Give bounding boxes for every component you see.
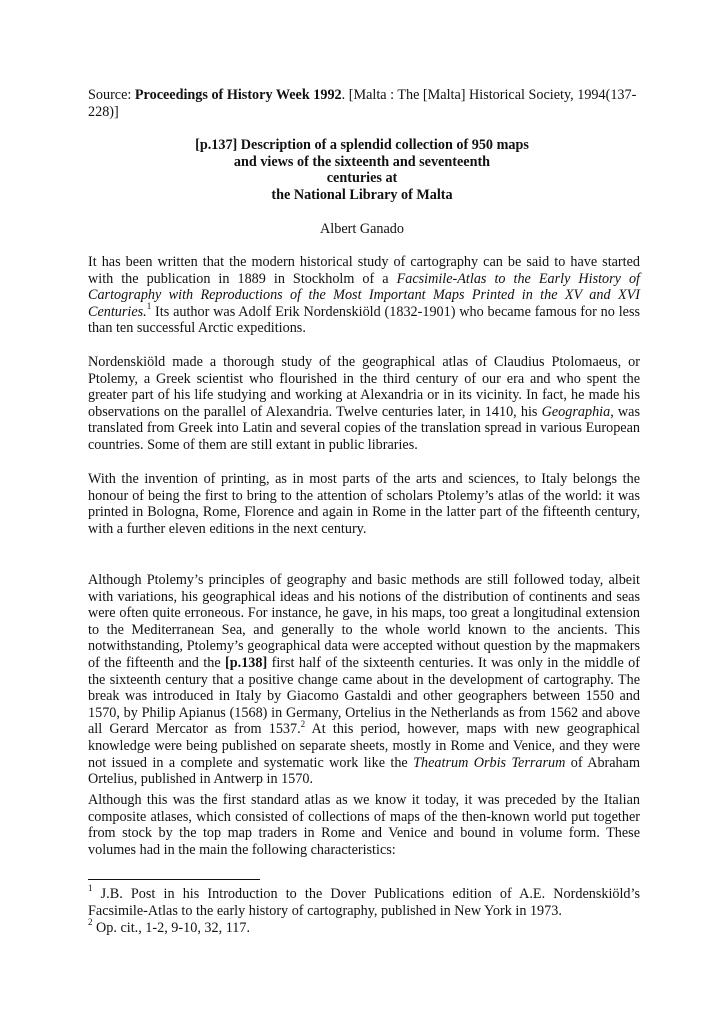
title-line: centuries at [326,170,398,187]
footnote-number: 1 [88,883,93,894]
footnote-ref: 1 [146,301,152,312]
article-title [88,137,636,203]
footnote-ref: 2 [300,718,306,729]
title-line: the National Library of Malta [271,186,453,203]
footnote-2: $^2$ Op. cit., 1-2, 9-10, 32, 117. [88,917,250,936]
source-citation [88,87,644,120]
source-prefix: Source: [88,87,135,103]
paragraph-1: It has been written that the modern historical study of cartography can be said to have started with the publication in 1889 in Stockholm of a Facsimile-Atlas to the Early History of Cartography with Reproductions of the Most Important Maps Printed in the XV and XVI Centuries.$^1$ Its author was Adolf Erik Nordenskiöld (1832-1901) who became famous for no less than ten successful Arctic expeditions. [88,254,640,337]
paragraph-2: Nordenskiöld made a thorough study of the geographical atlas of Claudius Ptolomaeus, or Ptolemy, a Greek scientist who flourished in the third century of our era and who spent the greater part of his life studying and working at Alexandria or in its vicinity. In fact, he made his observations on the parallel of Alexandria. Twelve centuries later, in 1410, his Geographia, was translated from Greek into Latin and several copies of the translation spread in various European countries. Some of them are still extant in public libraries. [88,354,640,453]
title-line: [p.137] Description of a splendid collection of 950 maps [195,137,529,153]
source-suffix: . [Malta : The [Malta] Historical Society, 1994(137-228)] [88,87,637,120]
footnote-number: 2 [88,917,93,928]
paragraph-4: Although Ptolemy’s principles of geography and basic methods are still followed today, albeit with variations, his geographical ideas and his notions of the distribution of continents and seas were often quite erroneous. For instance, he gave, in his maps, too great a longitudinal extension to the Mediterranean Sea, and generally to the whole world known to the ancients. This notwithstanding, Ptolemy’s geographical data were accepted without question by the mapmakers of the fifteenth and the [p.138] first half of the sixteenth centuries. It was only in the middle of the sixteenth century that a positive change came about in the development of cartography. The break was introduced in Italy by Giacomo Gastaldi and other geographers between 1550 and 1570, by Philip Apianus (1568) in Germany, Ortelius in the Netherlands as from 1562 and above all Gerard Mercator as from 1537.$^2$ At this period, however, maps with new geographical knowledge were being published on separate sheets, mostly in Rome and Venice, and they were not issued in a complete and systematic work like the Theatrum Orbis Terrarum of Abraham Ortelius, published in Antwerp in 1570. [88,572,640,788]
title-line: and views of the sixteenth and seventeenth [233,153,491,170]
footnote-1: $^1$ J.B. Post in his Introduction to the Dover Publications edition of A.E. Nordenskiöld’s Facsimile-Atlas to the early history of cartography, published in New York in 1973. [88,883,640,919]
source-title: Proceedings of History Week 1992 [134,87,342,103]
author-name: Albert Ganado [320,221,404,237]
paragraph-5: Although this was the first standard atlas as we know it today, it was preceded by the Italian composite atlases, which consisted of collections of maps of the then-known world put together from stock by the top map traders in Rome and Venice and bound in volume form. These volumes had in the main the following characteristics: [88,792,640,858]
footnote-divider [88,879,260,880]
paragraph-3: With the invention of printing, as in most parts of the arts and sciences, to Italy belongs the honour of being the first to bring to the attention of scholars Ptolemy’s atlas of the world: it was printed in Bologna, Rome, Florence and again in Rome in the latter part of the fifteenth century, with a further eleven editions in the next century. [88,471,640,537]
